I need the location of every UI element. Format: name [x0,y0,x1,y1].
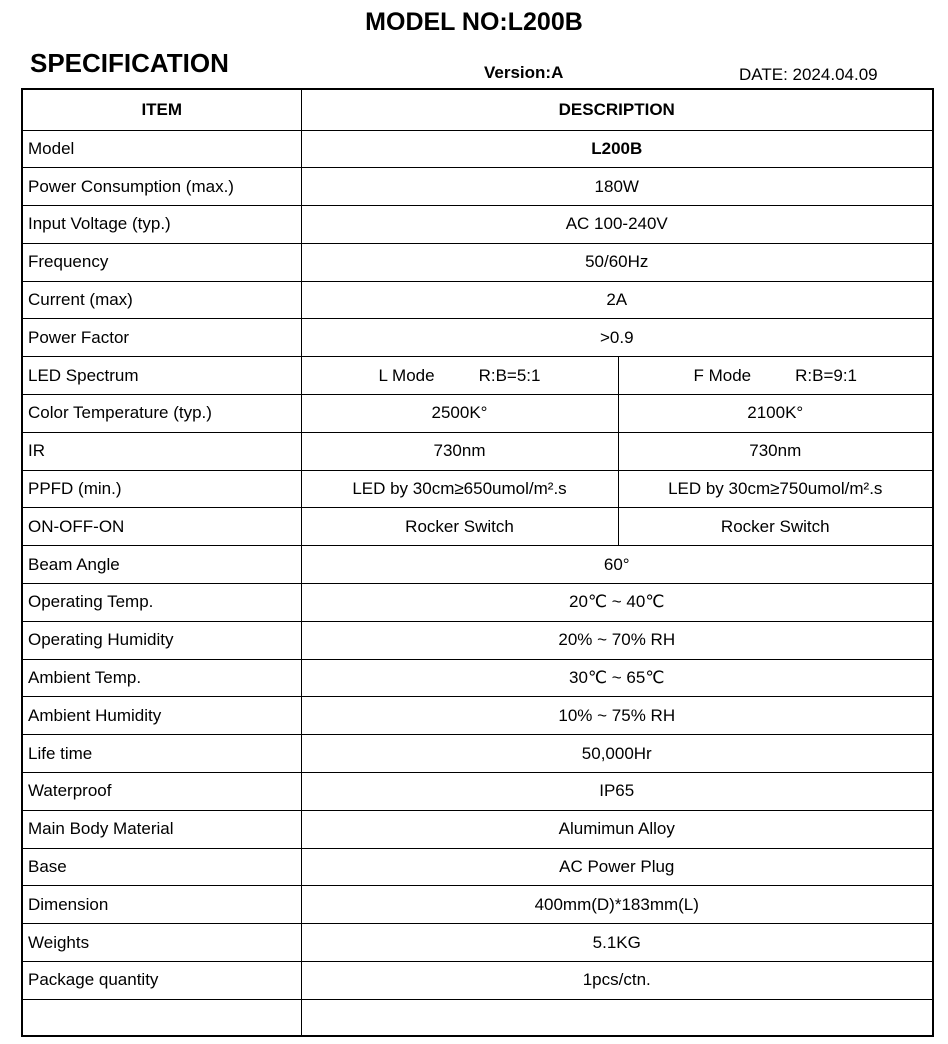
l-mode-value: 2500K° [301,395,618,433]
table-row-empty [22,999,933,1036]
row-value: IP65 [301,773,933,811]
l-mode-label: L Mode [378,365,435,385]
table-row-life-time [22,735,933,773]
table-row-package-quantity [22,962,933,1000]
table-row-operating-temp [22,584,933,622]
row-value: L200B [301,130,933,168]
table-row-ambient-humidity [22,697,933,735]
version-label: Version:A [484,63,564,82]
table-row-input-voltage [22,206,933,244]
row-value: 50,000Hr [301,735,933,773]
f-mode-value: LED by 30cm≥750umol/m².s [618,470,933,508]
l-mode-cell [301,357,618,395]
row-label: Life time [22,735,301,773]
f-mode-label: F Mode [693,365,752,385]
table-row-ambient-temp [22,659,933,697]
row-value: AC Power Plug [301,848,933,886]
table-row-current [22,281,933,319]
row-value: 1pcs/ctn. [301,962,933,1000]
table-row-model [22,130,933,168]
f-mode-value: 2100K° [618,395,933,433]
row-label: Beam Angle [22,546,301,584]
specification-table [21,88,934,1037]
row-label: Operating Temp. [22,584,301,622]
row-label: ON-OFF-ON [22,508,301,546]
table-row-ir [22,432,933,470]
l-mode-value: 730nm [301,432,618,470]
row-label: LED Spectrum [22,357,301,395]
f-mode-value: 730nm [618,432,933,470]
row-label: Frequency [22,243,301,281]
row-label: Dimension [22,886,301,924]
row-value: 50/60Hz [301,243,933,281]
row-value: 400mm(D)*183mm(L) [301,886,933,924]
row-label: Weights [22,924,301,962]
empty-cell [301,999,933,1036]
row-label: Operating Humidity [22,621,301,659]
row-label: Waterproof [22,773,301,811]
row-label: Base [22,848,301,886]
row-value: 20% ~ 70% RH [301,621,933,659]
table-row-beam-angle [22,546,933,584]
date-label: DATE: 2024.04.09 [739,65,878,84]
row-value: >0.9 [301,319,933,357]
row-label: Model [22,130,301,168]
l-mode-value: LED by 30cm≥650umol/m².s [301,470,618,508]
item-column-header: ITEM [22,89,301,130]
table-row-ppfd [22,470,933,508]
row-value: Alumimun Alloy [301,810,933,848]
row-value: 10% ~ 75% RH [301,697,933,735]
table-row-frequency [22,243,933,281]
model-title: MODEL NO:L200B [365,8,583,36]
row-label: Current (max) [22,281,301,319]
row-value: 60° [301,546,933,584]
row-label: Main Body Material [22,810,301,848]
table-row-material [22,810,933,848]
row-value: 30℃ ~ 65℃ [301,659,933,697]
table-row-waterproof [22,773,933,811]
row-label: Package quantity [22,962,301,1000]
row-value: 180W [301,168,933,206]
table-row-weights [22,924,933,962]
empty-cell [22,999,301,1036]
row-value: AC 100-240V [301,206,933,244]
table-row-switch [22,508,933,546]
row-label: Power Factor [22,319,301,357]
row-label: PPFD (min.) [22,470,301,508]
f-mode-ratio: R:B=9:1 [795,365,858,385]
table-header-row [22,89,933,130]
table-row-led-spectrum [22,357,933,395]
row-label: Input Voltage (typ.) [22,206,301,244]
l-mode-value: Rocker Switch [301,508,618,546]
description-column-header: DESCRIPTION [301,89,933,130]
table-row-color-temperature [22,395,933,433]
row-value: 5.1KG [301,924,933,962]
table-row-dimension [22,886,933,924]
specification-heading: SPECIFICATION [30,48,229,78]
row-label: IR [22,432,301,470]
table-row-base [22,848,933,886]
table-row-power-consumption [22,168,933,206]
table-row-power-factor [22,319,933,357]
row-label: Ambient Temp. [22,659,301,697]
row-value: 2A [301,281,933,319]
row-label: Ambient Humidity [22,697,301,735]
row-label: Power Consumption (max.) [22,168,301,206]
row-value: 20℃ ~ 40℃ [301,584,933,622]
l-mode-ratio: R:B=5:1 [478,365,541,385]
table-row-operating-humidity [22,621,933,659]
row-label: Color Temperature (typ.) [22,395,301,433]
f-mode-value: Rocker Switch [618,508,933,546]
f-mode-cell [618,357,933,395]
